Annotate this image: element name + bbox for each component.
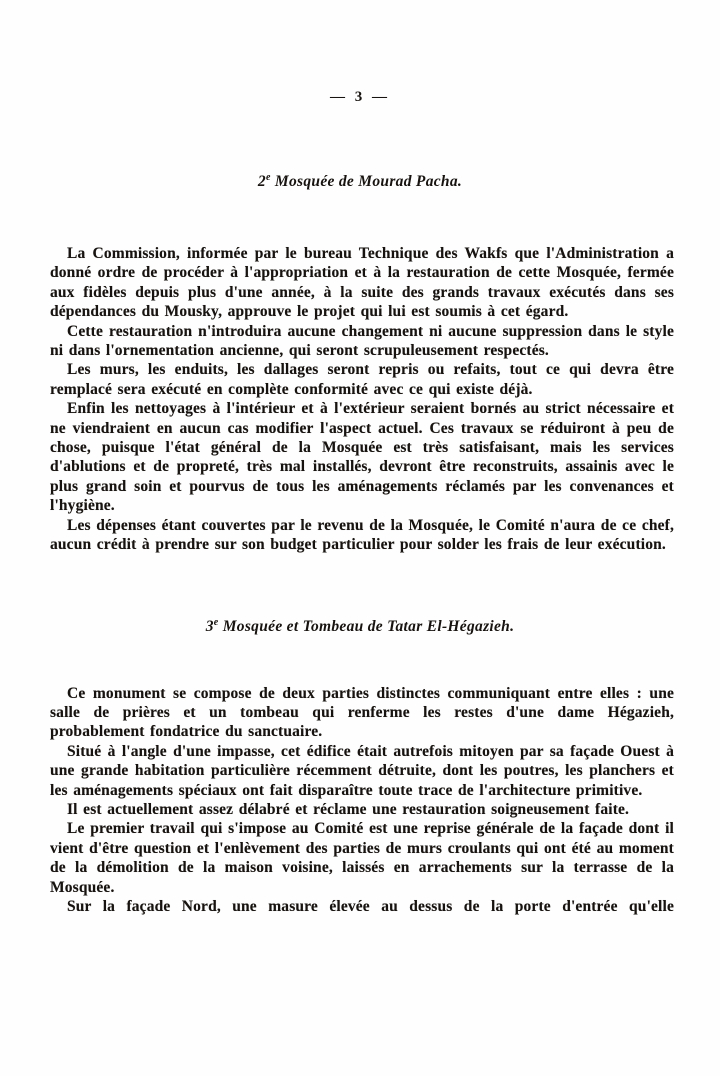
section-heading-mourad-pacha (0, 173, 720, 191)
paragraph: Enfin les nettoyages à l'intérieur et à l'extérieur seraient bornés au strict nécessaire et ne viendraient en aucun cas modifier l'aspect actuel. Ces travaux se réduiront à peu de chose, puisque l'état général de la Mosquée est très satisfaisant, mais les services d'ablutions et de propreté, très mal installés, devront être reconstruits, assainis avec le plus grand soin et pourvus de tous les aménagements réclamés par les convenances et l'hygiène. (50, 400, 674, 515)
page-number: — 3 — (330, 89, 390, 105)
paragraph: Les murs, les enduits, les dallages seront repris ou refaits, tout ce qui devra être remplacé sera exécuté en complète conformité avec ce qui existe déjà. (50, 361, 674, 398)
paragraph-cut-off-at-page-end: Sur la façade Nord, une masure élevée au dessus de la porte d'entrée qu'elle (67, 897, 674, 915)
paragraph: Ce monument se compose de deux parties distinctes communiquant entre elles : une salle de prières et un tombeau qui renferme les restes d'une dame Hégazieh, probablement fondatrice du sanctuaire. (50, 684, 674, 741)
section-number-ordinal: e (265, 171, 271, 183)
section-heading-tatar-el-hegazieh (0, 618, 720, 636)
paragraph: Cette restauration n'introduira aucune changement ni aucune suppression dans le style ni dans l'ornementation ancienne, qui seront scrupuleusement respectés. (50, 322, 674, 360)
section-title-text: Mosquée et Tombeau de Tatar El-Hégazieh. (218, 617, 515, 635)
paragraph: La Commission, informée par le bureau Technique des Wakfs que l'Administration a donné ordre de procéder à l'appropriation et à la restauration de cette Mosquée, fermée aux fidèles depuis plus d'une année, à la suite des grands travaux exécutés dans ses dépendances du Mousky, approuve le projet qui lui est soumis à cet égard. (50, 245, 674, 321)
section-number: 3 (205, 617, 214, 635)
section-title-text: Mosquée de Mourad Pacha. (270, 173, 463, 190)
section-body-mourad-pacha (50, 244, 674, 555)
paragraph: Le premier travail qui s'impose au Comité est une reprise générale de la façade dont il vient d'être question et l'enlèvement des parties de murs croulants qui ont été au moment de la démolition de la maison voisine, laissés en arrachements sur la terrasse de la Mosquée. (50, 820, 674, 896)
paragraph: Les dépenses étant couvertes par le revenu de la Mosquée, le Comité n'aura de ce chef, aucun crédit à prendre sur son budget particulier pour solder les frais de leur exécution. (50, 516, 674, 554)
paragraph: Situé à l'angle d'une impasse, cet édifice était autrefois mitoyen par sa façade Ouest à une grande habitation particulière récemment détruite, dont les poutres, les planchers et les aménagements spéciaux ont fait disparaître toute trace de l'architecture primitive. (50, 742, 674, 799)
paragraph: Il est actuellement assez délabré et réclame une restauration soigneusement faite. (67, 800, 630, 818)
section-number: 2 (257, 173, 266, 190)
section-body-tatar-el-hegazieh (50, 684, 674, 917)
section-number-ordinal: e (213, 616, 219, 628)
